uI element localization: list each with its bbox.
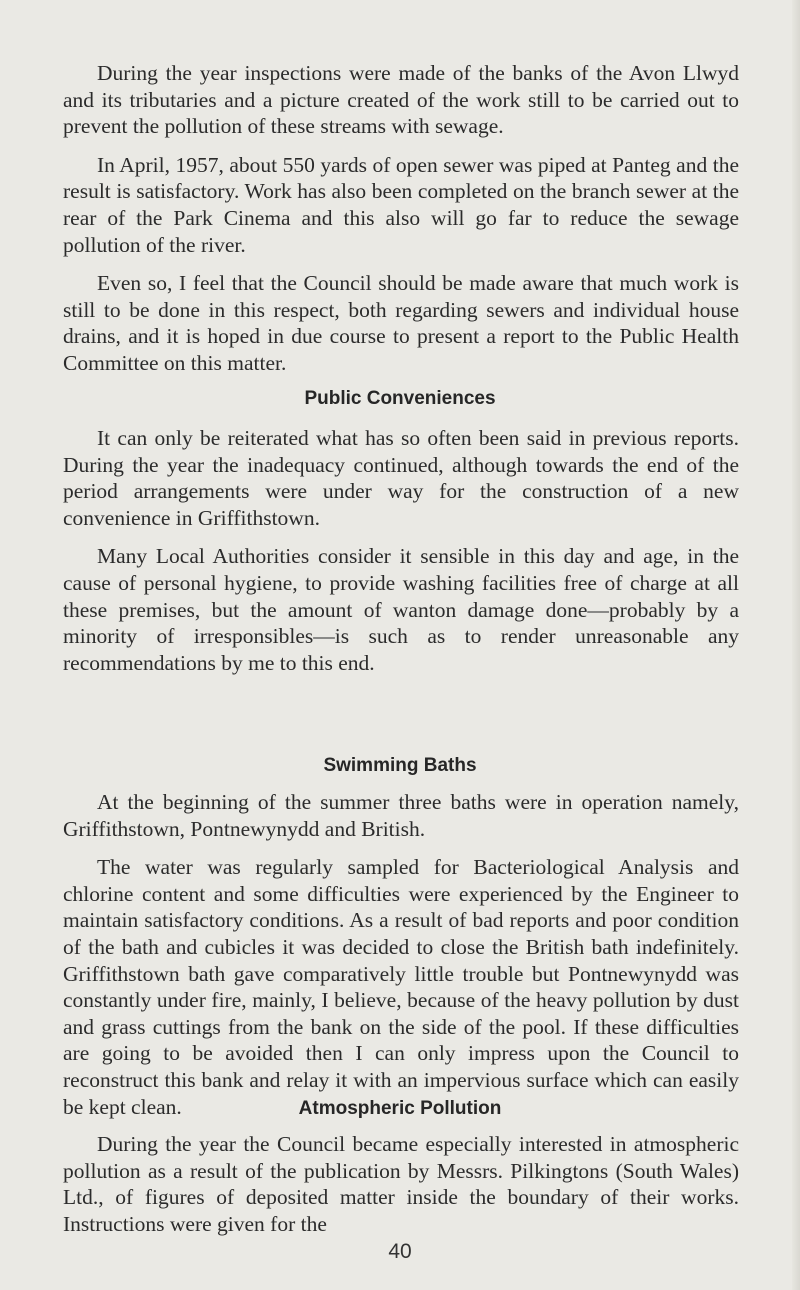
section-atmospheric-pollution — [63, 1131, 739, 1237]
page-number: 40 — [388, 1240, 412, 1263]
section-sewage — [63, 60, 739, 377]
paragraph-local-authorities: Many Local Authorities consider it sensible in this day and age, in the cause of personal hygiene, to provide washing facilities free of charge at all these premises, but the amount of wanton damage done—probably by a minority of irresponsibles—is such as to render unreasonable any recommendations by me to this end. — [63, 544, 739, 675]
paragraph-water-sampled: The water was regularly sampled for Bacteriological Analysis and chlorine content and some difficulties were experienced by the Engineer to maintain satisfactory conditions. As a result of bad reports and poor condition of the bath and cubicles it was decided to close the British bath indefinitely. Griffithstown bath gave comparatively little trouble but Pontnewynydd was constantly under fire, mainly, I believe, because of the heavy pollution by dust and grass cuttings from the bank on the side of the pool. If these difficulties are going to be avoided then I can only impress upon the Council to reconstruct this bank and relay it with an impervious surface which can easily be kept clean. — [63, 855, 739, 1119]
heading-public-conveniences: Public Conveniences — [304, 388, 496, 409]
paragraph-reiterated: It can only be reiterated what has so often been said in previous reports. During the year the inadequacy continued, although towards the end of the period arrangements were under way for the construction of a new convenience in Griffithstown. — [63, 426, 739, 530]
section-swimming-baths — [63, 789, 739, 1120]
section-public-conveniences — [63, 425, 739, 676]
paragraph-panteg: In April, 1957, about 550 yards of open sewer was piped at Panteg and the result is satisfactory. Work has also been completed on the branch sewer at the rear of the Park Cinema and this also will go far to reduce the sewage pollution of the river. — [63, 152, 739, 257]
page-edge-shadow — [792, 0, 800, 1290]
paragraph-three-baths: At the beginning of the summer three baths were in operation namely, Griffithstown, Pontnewynydd and British. — [63, 790, 739, 841]
heading-atmospheric-pollution: Atmospheric Pollution — [298, 1098, 502, 1119]
heading-swimming-baths: Swimming Baths — [323, 755, 477, 776]
paragraph-atmospheric: During the year the Council became especially interested in atmospheric pollution as a result of the publication by Messrs. Pilkingtons (South Wales) Ltd., of figures of deposited matter inside the boundary of their works. Instructions were given for the — [63, 1132, 739, 1236]
paragraph-avon-llwyd: During the year inspections were made of the banks of the Avon Llwyd and its tributaries and a picture created of the work still to be carried out to prevent the pollution of these streams with sewage. — [63, 61, 739, 139]
paragraph-council-aware: Even so, I feel that the Council should be made aware that much work is still to be done in this respect, both regarding sewers and individual house drains, and it is hoped in due course to present a report to the Public Health Committee on this matter. — [63, 271, 739, 375]
